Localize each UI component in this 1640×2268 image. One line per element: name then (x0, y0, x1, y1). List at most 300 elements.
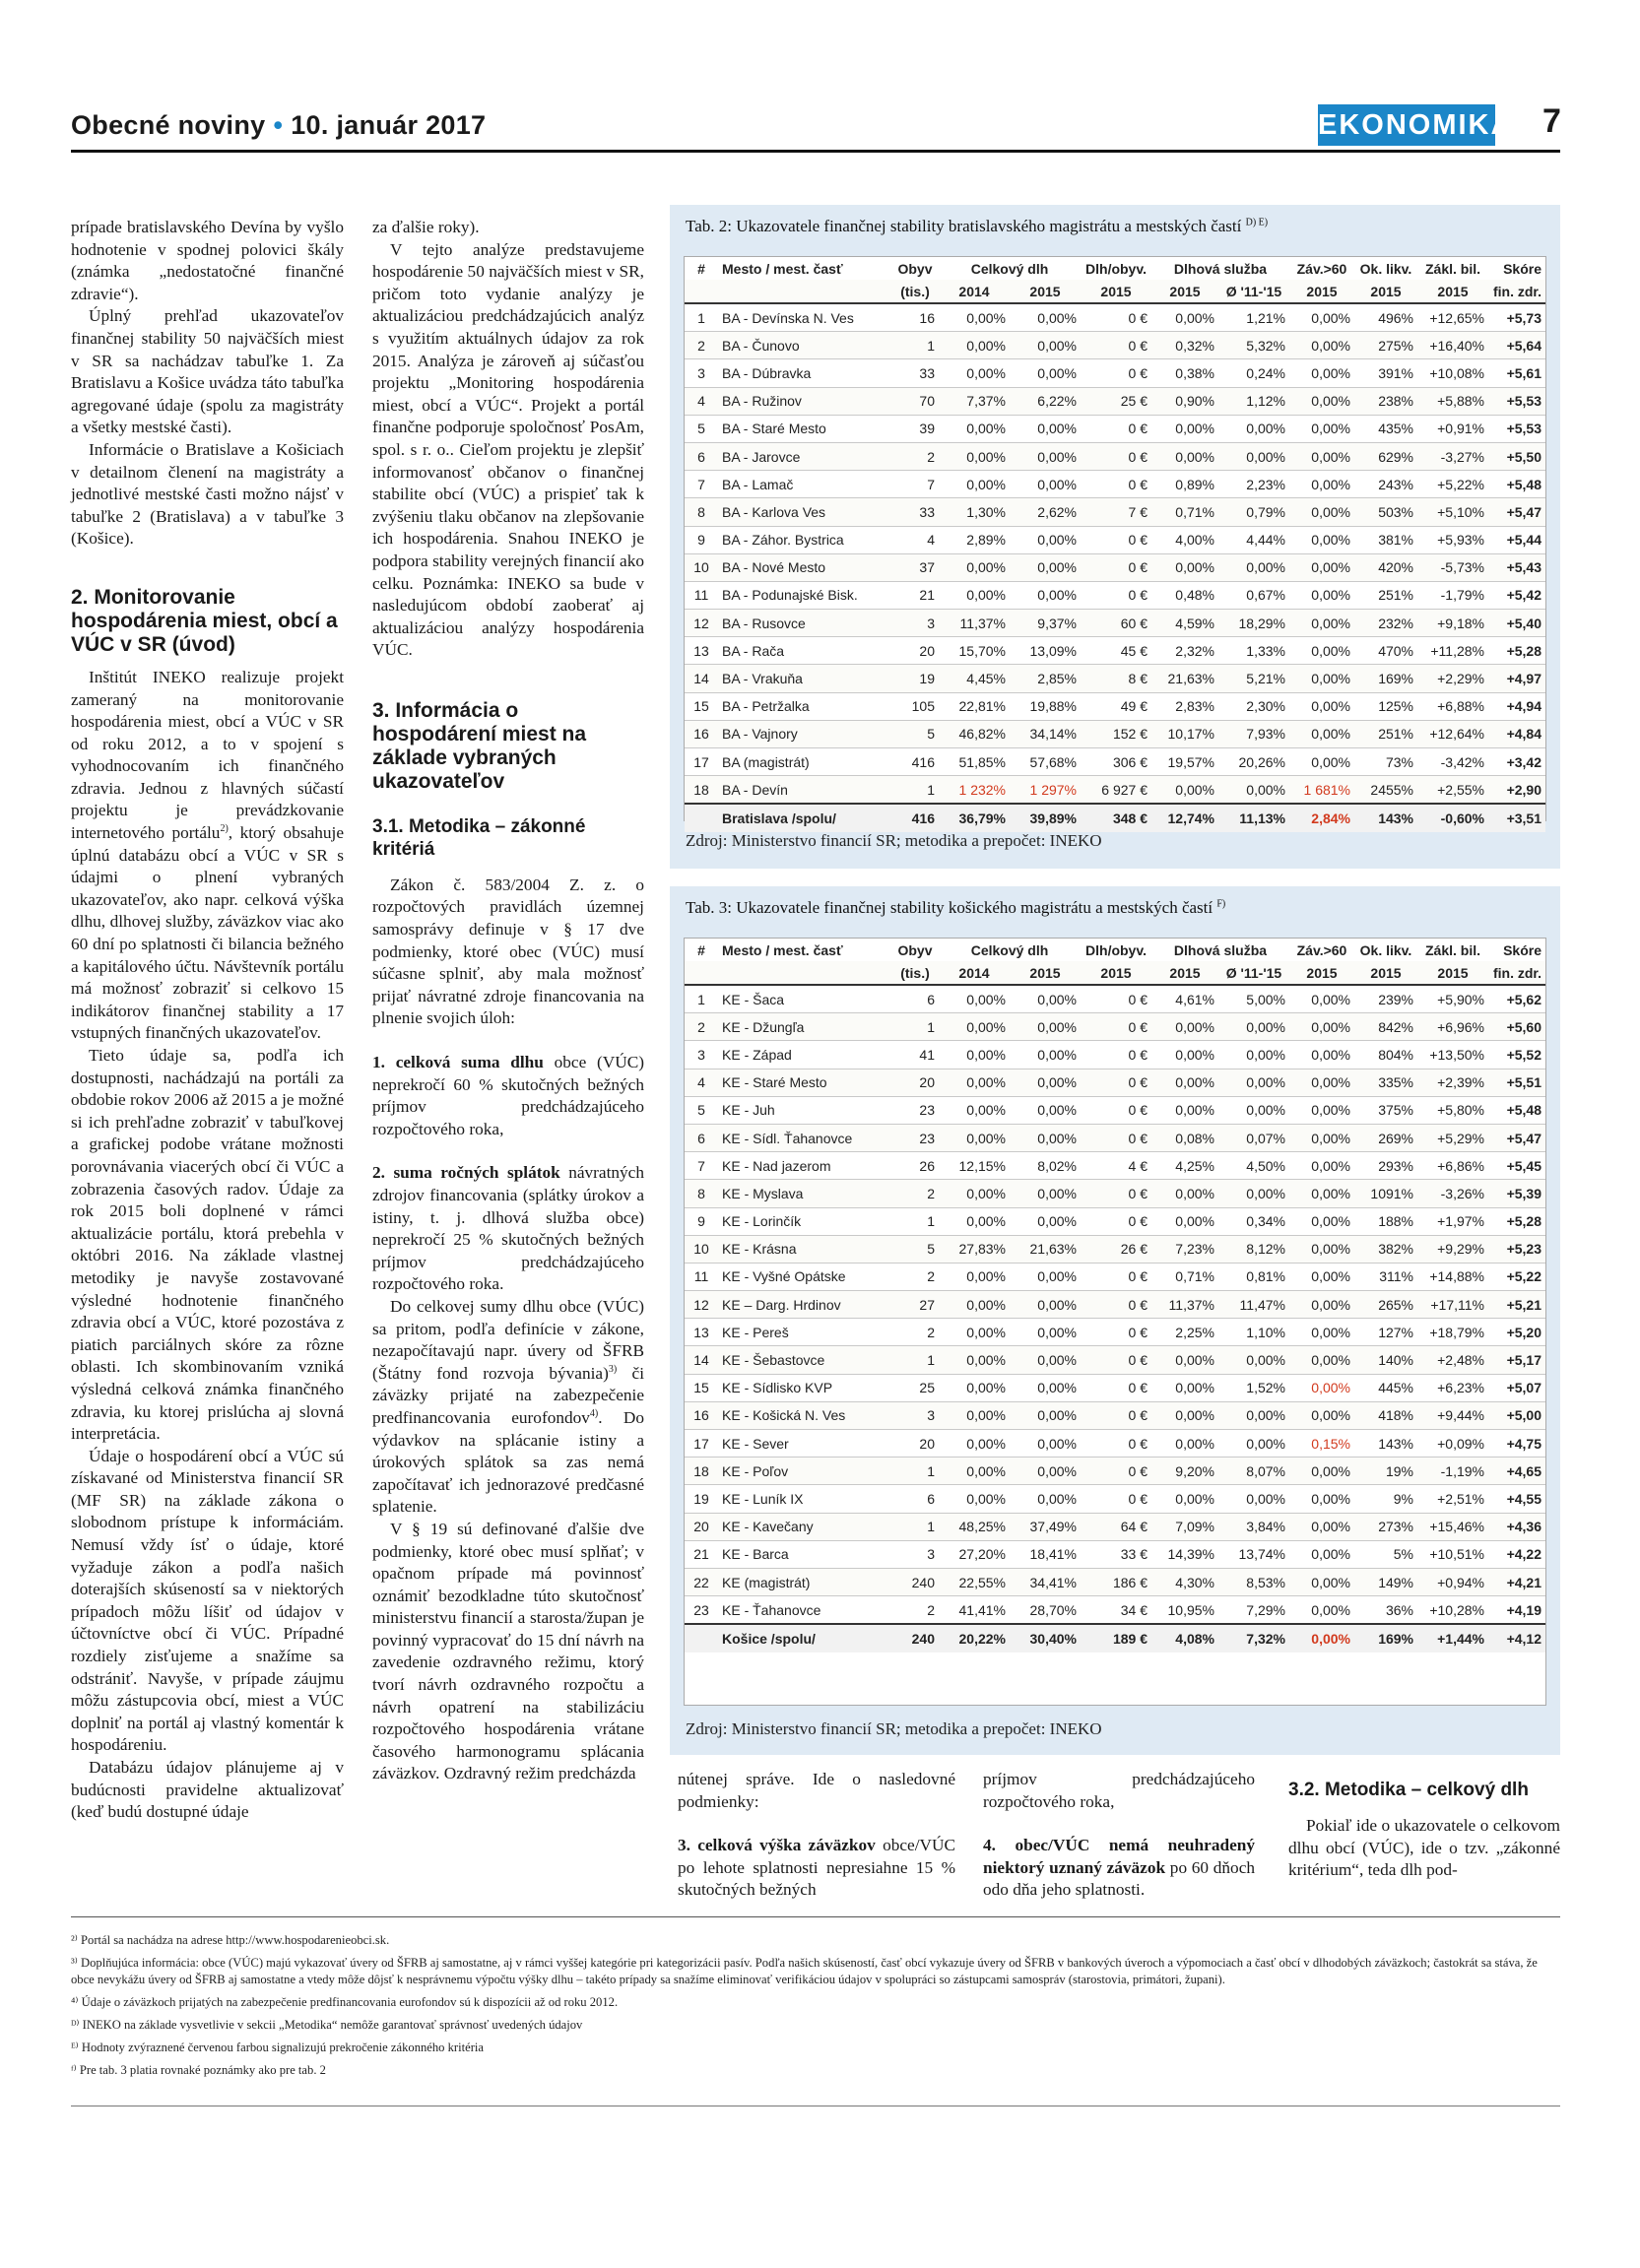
table-cell: 7 (891, 471, 939, 498)
table-cell: 273% (1354, 1513, 1417, 1540)
table-row (685, 1485, 1545, 1513)
table-cell: +10,28% (1417, 1596, 1488, 1625)
col-head: # (697, 260, 705, 277)
row-label: BA - Devín (718, 776, 891, 805)
table-cell: 28,70% (1010, 1596, 1081, 1625)
table-row (685, 387, 1545, 415)
table-cell: 0,00% (1010, 1458, 1081, 1485)
table-cell: -5,73% (1417, 553, 1488, 581)
table-cell: 0,00% (1218, 776, 1289, 805)
table-cell: 0 € (1081, 581, 1151, 609)
table-cell: 503% (1354, 498, 1417, 526)
table-cell: 1 (685, 985, 718, 1013)
row-label: BA - Rača (718, 637, 891, 665)
table-cell: +5,21 (1488, 1291, 1545, 1319)
footnote: ᴱ⁾ Hodnoty zvýraznené červenou farbou signalizujú prekročenie zákonného kritéria (71, 2041, 484, 2054)
table-cell: 0 € (1081, 1207, 1151, 1235)
table-cell: 0 € (1081, 332, 1151, 359)
table-cell: 0,67% (1218, 581, 1289, 609)
table-cell: 20 (891, 1069, 939, 1096)
col-head: 2015 (1417, 280, 1488, 303)
table-cell: 0,00% (1289, 1513, 1354, 1540)
table-cell: 275% (1354, 332, 1417, 359)
table-row (685, 1374, 1545, 1401)
paragraph-text: či záväzky prijaté na zabezpečenie predfinancovania eurofondov (372, 1363, 644, 1427)
table-cell: 2,84% (1289, 804, 1354, 831)
table-cell: 23 (685, 1596, 718, 1625)
table-row (685, 442, 1545, 470)
subsection-heading-3-1: 3.1. Metodika – zákonné kritériá (372, 815, 586, 860)
table-cell: 8,07% (1218, 1458, 1289, 1485)
table-cell: 4,00% (1151, 526, 1218, 553)
table-cell: 0,32% (1151, 332, 1218, 359)
table-cell: 20,22% (939, 1624, 1010, 1652)
table-row (685, 1596, 1545, 1625)
table-3-body (685, 985, 1545, 1652)
row-label: BA (magistrát) (718, 748, 891, 776)
table-cell: 33 € (1081, 1540, 1151, 1568)
col-head: Záv.>60 (1296, 260, 1347, 277)
col-head: Skóre (1503, 941, 1542, 958)
table-cell: 11,37% (1151, 1291, 1218, 1319)
table-cell: 293% (1354, 1152, 1417, 1180)
table-cell: +5,22 (1488, 1263, 1545, 1290)
row-label: KE - Krásna (718, 1235, 891, 1263)
table-cell: 18 (685, 1458, 718, 1485)
table-cell: 0,00% (939, 1069, 1010, 1096)
table-cell: 0,71% (1151, 1263, 1218, 1290)
table-cell: 15,70% (939, 637, 1010, 665)
table-cell: 496% (1354, 303, 1417, 332)
table-head-row (685, 939, 1545, 961)
table-cell: +6,23% (1417, 1374, 1488, 1401)
table-cell: 0,00% (1289, 415, 1354, 442)
table-cell: +5,88% (1417, 387, 1488, 415)
row-label: BA - Vrakuňa (718, 665, 891, 692)
table-cell: 0,00% (1151, 1041, 1218, 1069)
table-cell: 0,00% (1289, 1568, 1354, 1595)
paragraph-text: Inštitút INEKO realizuje projekt zameraný na monitorovanie hospodárenia miest, obcí a VÚC v SR od roku 2012, a to v spojení s vyhodnocovaním ich finančného zdravia. Jednou z hlavných súčastí projektu je prevádzkovanie internetového portálu (71, 667, 344, 843)
table-cell: 5 (685, 415, 718, 442)
footnote: ᶠ⁾ Pre tab. 3 platia rovnaké poznámky ako pre tab. 2 (71, 2063, 326, 2077)
col-head: 2014 (939, 280, 1010, 303)
table-cell: 11,37% (939, 610, 1010, 637)
table-cell: +5,53 (1488, 387, 1545, 415)
section-heading-3: 3. Informácia o hospodárení miest na základe vybraných ukazovateľov (372, 698, 587, 793)
table-cell: 0,00% (1289, 692, 1354, 720)
table-cell: 20,26% (1218, 748, 1289, 776)
col-head: Záv.>60 (1296, 941, 1347, 958)
table-cell: 188% (1354, 1207, 1417, 1235)
criterion-label: 3. celková výška záväzkov (678, 1836, 876, 1855)
table-cell: +17,11% (1417, 1291, 1488, 1319)
table-cell: 0 € (1081, 1374, 1151, 1401)
table-cell: 30,40% (1010, 1624, 1081, 1652)
row-label: KE (magistrát) (718, 1568, 891, 1595)
table-cell: +0,91% (1417, 415, 1488, 442)
table-cell: 26 (891, 1152, 939, 1180)
table-cell: 6 (685, 442, 718, 470)
table-cell: 4 (891, 526, 939, 553)
row-label: KE - Juh (718, 1096, 891, 1124)
table-cell: 73% (1354, 748, 1417, 776)
table-cell: 804% (1354, 1041, 1417, 1069)
table-cell: 0 € (1081, 1291, 1151, 1319)
table-cell: -0,60% (1417, 804, 1488, 831)
table-2-caption (686, 217, 1268, 236)
col-head: Dlhová služba (1173, 941, 1268, 958)
table-cell: +4,12 (1488, 1624, 1545, 1652)
row-label: BA - Čunovo (718, 332, 891, 359)
row-label: KE - Západ (718, 1041, 891, 1069)
table-cell: +5,10% (1417, 498, 1488, 526)
table-cell: +5,47 (1488, 498, 1545, 526)
table-cell: 140% (1354, 1346, 1417, 1374)
table-cell: 0,00% (1289, 1346, 1354, 1374)
table-cell: 2 (891, 1596, 939, 1625)
table-cell: +5,17 (1488, 1346, 1545, 1374)
paragraph (372, 1162, 644, 1296)
col-head: Skóre (1503, 260, 1542, 277)
table-cell: 0 € (1081, 303, 1151, 332)
col-head: 2015 (1354, 961, 1417, 985)
table-cell: 105 (891, 692, 939, 720)
table-cell: +5,51 (1488, 1069, 1545, 1096)
table-row (685, 748, 1545, 776)
table-cell: +5,39 (1488, 1180, 1545, 1207)
table-cell: 9% (1354, 1485, 1417, 1513)
col-head: Zákl. bil. (1424, 941, 1480, 958)
table-cell: +5,40 (1488, 610, 1545, 637)
table-row (685, 581, 1545, 609)
table-cell: 0,00% (939, 1401, 1010, 1429)
table-cell: +5,53 (1488, 415, 1545, 442)
table-2-body (685, 303, 1545, 832)
table-cell: 269% (1354, 1124, 1417, 1151)
footnotes (71, 1932, 1560, 2085)
table-cell: 3,84% (1218, 1513, 1289, 1540)
table-cell: +18,79% (1417, 1319, 1488, 1346)
paragraph (983, 1835, 1255, 1902)
row-label: BA - Nové Mesto (718, 553, 891, 581)
paragraph: prípade bratislavského Devína by vyšlo hodnotenie v spodnej polovici škály (známka „nedostatočné finančné zdravie“). (71, 218, 344, 303)
page-number: 7 (1542, 102, 1561, 140)
table-cell: 22,55% (939, 1568, 1010, 1595)
table-cell: 2 (685, 332, 718, 359)
table-cell: 0 € (1081, 471, 1151, 498)
col-head: Mesto / mest. časť (722, 941, 843, 958)
table-cell: 0,00% (939, 581, 1010, 609)
table-cell: 8 (685, 498, 718, 526)
table-cell: 0,71% (1151, 498, 1218, 526)
table-row (685, 471, 1545, 498)
table-cell: 0,00% (1218, 1346, 1289, 1374)
table-cell: 7,29% (1218, 1596, 1289, 1625)
col-head: 2015 (1289, 280, 1354, 303)
table-cell: 11 (685, 1263, 718, 1290)
row-label: KE – Darg. Hrdinov (718, 1291, 891, 1319)
table-cell: 6,22% (1010, 387, 1081, 415)
table-cell: 0,79% (1218, 498, 1289, 526)
table-cell: 8,53% (1218, 1568, 1289, 1595)
table-cell: 1 (891, 1207, 939, 1235)
table-cell: 391% (1354, 359, 1417, 387)
footnote: ³⁾ Doplňujúca informácia: obce (VÚC) majú vykazovať úvery od ŠFRB aj samostatne, aj v rámci vyššej kategórie pri kategorizácii pasív. Podľa našich skúseností, časť obcí vykazuje úvery od ŠFRB v bankových úveroch a výpomociach a časť obcí v dlhodobých záväzkoch; častokrát sa stáva, že obce nevykážu úvery od ŠFRB aj samostatne a vtedy môže dôjsť k nesprávnemu výpočtu výšky dlhu – takéto prípady sa snažíme eliminovať verifikáciou údajov v spolupráci so zástupcami samospráv (starostovia, primátori, župani). (71, 1956, 1538, 1986)
table-cell: 1,12% (1218, 387, 1289, 415)
table-cell: 0,00% (1010, 1096, 1081, 1124)
table-cell: 416 (891, 748, 939, 776)
table-cell: 0,89% (1151, 471, 1218, 498)
table-cell: 0,00% (939, 415, 1010, 442)
table-cell: 4,30% (1151, 1568, 1218, 1595)
table-cell: +2,51% (1417, 1485, 1488, 1513)
table-cell: 33 (891, 498, 939, 526)
table-cell: 3 (685, 1041, 718, 1069)
col-head: Ok. likv. (1359, 260, 1412, 277)
row-label: KE - Sídl. Ťahanovce (718, 1124, 891, 1151)
col-head: Obyv (897, 260, 933, 277)
table-cell: 0,00% (1289, 1207, 1354, 1235)
table-cell: +1,44% (1417, 1624, 1488, 1652)
table-cell: 629% (1354, 442, 1417, 470)
table-cell: 5,21% (1218, 665, 1289, 692)
table-cell: 57,68% (1010, 748, 1081, 776)
table-cell: 23 (891, 1096, 939, 1124)
table-cell: 27,20% (939, 1540, 1010, 1568)
table-cell: +5,52 (1488, 1041, 1545, 1069)
table-cell: 0,00% (939, 1374, 1010, 1401)
table-cell: 51,85% (939, 748, 1010, 776)
col-head: 2015 (1151, 280, 1218, 303)
row-label: KE - Luník IX (718, 1485, 891, 1513)
table-cell: 0,00% (1010, 581, 1081, 609)
table-3-caption (686, 898, 1225, 918)
table-cell: +5,47 (1488, 1124, 1545, 1151)
table-cell: 0,00% (1010, 1485, 1081, 1513)
col-head (685, 280, 718, 303)
table-cell: 22,81% (939, 692, 1010, 720)
text-column-2 (372, 217, 644, 1785)
table-cell: 381% (1354, 526, 1417, 553)
table-cell: 12 (685, 610, 718, 637)
table-cell: 0,00% (1151, 1013, 1218, 1041)
table-row (685, 1069, 1545, 1096)
row-label: KE - Pereš (718, 1319, 891, 1346)
table-cell: 0,00% (1151, 1180, 1218, 1207)
row-label: KE - Poľov (718, 1458, 891, 1485)
table-cell: 0,00% (1289, 1096, 1354, 1124)
col-head: Zákl. bil. (1424, 260, 1480, 277)
table-cell: +4,19 (1488, 1596, 1545, 1625)
table-cell: 0,00% (1289, 553, 1354, 581)
table-cell: 143% (1354, 804, 1417, 831)
criterion-label: 4. obec/VÚC nemá neuhradený niektorý uznaný záväzok (983, 1836, 1255, 1877)
table-cell: 70 (891, 387, 939, 415)
table-cell: 0,00% (1151, 1401, 1218, 1429)
table-row (685, 1152, 1545, 1180)
table-cell: 2455% (1354, 776, 1417, 805)
table-cell: 5 (891, 720, 939, 747)
table-cell: 0,00% (1010, 1013, 1081, 1041)
table-cell: +10,08% (1417, 359, 1488, 387)
table-cell: +4,84 (1488, 720, 1545, 747)
table-head-row (685, 280, 1545, 303)
table-cell: +13,50% (1417, 1041, 1488, 1069)
table-cell: 4,61% (1151, 985, 1218, 1013)
table-cell: 46,82% (939, 720, 1010, 747)
footnote-rule (71, 1916, 1560, 1917)
table-cell: 2,62% (1010, 498, 1081, 526)
paragraph: Tieto údaje sa, podľa ich dostupnosti, nachádzajú na portáli za obdobie rokov 2006 až 2015 a je možné si ich prehľadne zobraziť v tabuľkovej a grafickej podobe vrátane možnosti porovnávania viacerých obcí či VÚC a zobrazenia časových radov. Údaje za rok 2015 boli doplnené v rámci aktualizácie portálu, ktorá prebehla v októbri 2016. Na základe vlastnej metodiky je navyše zostavované výsledné hodnotenie finančného zdravia obcí a VÚC, ktoré pozostáva z piatich parciálnych skóre za rôzne oblasti. Ich skombinovaním vzniká výsledná celková známka finančného zdravia, ku ktorej prislúcha aj slovná interpretácia. (71, 1046, 344, 1444)
table-cell: 3 (685, 359, 718, 387)
table-cell: 0 € (1081, 1013, 1151, 1041)
table-cell: 239% (1354, 985, 1417, 1013)
table-cell: 445% (1354, 1374, 1417, 1401)
caption-text: Tab. 2: Ukazovatele finančnej stability bratislavského magistrátu a mestských častí (686, 217, 1242, 235)
table-cell: 0,24% (1218, 359, 1289, 387)
row-label: KE - Vyšné Opátske (718, 1263, 891, 1290)
row-label: BA - Podunajské Bisk. (718, 581, 891, 609)
row-label: BA - Lamač (718, 471, 891, 498)
table-cell: 25 € (1081, 387, 1151, 415)
table-cell: 0,00% (1289, 1180, 1354, 1207)
header-separator: • (273, 110, 284, 140)
table-cell: 0,38% (1151, 359, 1218, 387)
table-cell: 4 € (1081, 1152, 1151, 1180)
table-cell: 0,00% (1010, 526, 1081, 553)
table-cell: 0,00% (1151, 1207, 1218, 1235)
row-label: KE - Myslava (718, 1180, 891, 1207)
table-cell: +5,28 (1488, 1207, 1545, 1235)
table-cell: 1 (891, 1013, 939, 1041)
table-cell: 169% (1354, 665, 1417, 692)
paragraph (372, 1052, 644, 1140)
table-cell: 0,00% (1151, 442, 1218, 470)
table-cell: 7,37% (939, 387, 1010, 415)
table-cell: 19,57% (1151, 748, 1218, 776)
row-label: KE - Šebastovce (718, 1346, 891, 1374)
table-cell: +4,21 (1488, 1568, 1545, 1595)
table-head-row (685, 961, 1545, 985)
row-label: KE - Košická N. Ves (718, 1401, 891, 1429)
table-cell: 0,00% (1151, 1485, 1218, 1513)
row-label: BA - Karlova Ves (718, 498, 891, 526)
table-row (685, 637, 1545, 665)
table-cell: 20 (685, 1513, 718, 1540)
table-cell: 1 (891, 1458, 939, 1485)
table-cell: 0,00% (939, 1319, 1010, 1346)
table-cell: +6,96% (1417, 1013, 1488, 1041)
table-cell: 0,00% (939, 1124, 1010, 1151)
table-cell: -1,19% (1417, 1458, 1488, 1485)
table-cell: 0,00% (939, 1346, 1010, 1374)
table-cell: 0,00% (1289, 332, 1354, 359)
row-label: BA - Jarovce (718, 442, 891, 470)
table-cell: 0,90% (1151, 387, 1218, 415)
table-cell: 251% (1354, 581, 1417, 609)
table-cell: 0,00% (1218, 1485, 1289, 1513)
table-cell: +4,75 (1488, 1430, 1545, 1458)
table-cell: 17 (685, 748, 718, 776)
table-cell: 5 (891, 1235, 939, 1263)
table-cell: 18,41% (1010, 1540, 1081, 1568)
table-cell: 7,23% (1151, 1235, 1218, 1263)
table-cell: 420% (1354, 553, 1417, 581)
footnote-ref: 3) (608, 1363, 618, 1375)
table-cell: 149% (1354, 1568, 1417, 1595)
table-cell: 6 (891, 985, 939, 1013)
header-rule (71, 150, 1560, 153)
table-cell: 64 € (1081, 1513, 1151, 1540)
text-column-4 (983, 1769, 1255, 1902)
table-cell: 0,00% (1289, 1374, 1354, 1401)
table-cell: 0,00% (1289, 1458, 1354, 1485)
row-label: BA - Devínska N. Ves (718, 303, 891, 332)
table-cell: +5,50 (1488, 442, 1545, 470)
table-cell: 0,00% (1151, 776, 1218, 805)
table-cell: +9,18% (1417, 610, 1488, 637)
table-cell: 10,95% (1151, 1596, 1218, 1625)
table-cell: 2,32% (1151, 637, 1218, 665)
table-row (685, 985, 1545, 1013)
table-cell: 0,00% (939, 1180, 1010, 1207)
table-cell: 1 232% (939, 776, 1010, 805)
table-cell: 0,00% (939, 1013, 1010, 1041)
col-head: 2015 (1081, 961, 1151, 985)
table-row (685, 776, 1545, 805)
table-cell: 33 (891, 359, 939, 387)
table-row (685, 1401, 1545, 1429)
paragraph (372, 1296, 644, 1519)
table-cell: 34 € (1081, 1596, 1151, 1625)
table-cell: 37 (891, 553, 939, 581)
table-row (685, 1568, 1545, 1595)
table-cell: 11 (685, 581, 718, 609)
table-cell: +12,64% (1417, 720, 1488, 747)
paragraph: Databázu údajov plánujeme aj v budúcnosti pravidelne aktualizovať (keď budú dostupné údaje (71, 1758, 344, 1822)
table-cell: 265% (1354, 1291, 1417, 1319)
table-row (685, 1180, 1545, 1207)
table-cell: 0 € (1081, 442, 1151, 470)
table-cell: -3,42% (1417, 748, 1488, 776)
table-cell: 1 (891, 1346, 939, 1374)
table-cell: +9,29% (1417, 1235, 1488, 1263)
table-cell: 0,00% (1218, 553, 1289, 581)
table-cell: +16,40% (1417, 332, 1488, 359)
table-cell: -3,27% (1417, 442, 1488, 470)
table-cell: 14 (685, 665, 718, 692)
table-cell: +12,65% (1417, 303, 1488, 332)
paragraph-text: obce (VÚC) neprekročí 60 % skutočných bežných príjmov predchádzajúceho rozpočtového roka, (372, 1053, 644, 1138)
row-label: KE - Sever (718, 1430, 891, 1458)
table-cell: 1,21% (1218, 303, 1289, 332)
table-cell: 48,25% (939, 1513, 1010, 1540)
table-cell: 1 681% (1289, 776, 1354, 805)
table-row (685, 1513, 1545, 1540)
table-cell: 0,00% (1151, 1096, 1218, 1124)
table-cell: +5,64 (1488, 332, 1545, 359)
table-cell: 19 (685, 1485, 718, 1513)
table-cell (685, 1624, 718, 1652)
table-row (685, 415, 1545, 442)
paragraph (71, 667, 344, 1045)
table-cell: +2,39% (1417, 1069, 1488, 1096)
table-cell: 60 € (1081, 610, 1151, 637)
table-cell: +3,42 (1488, 748, 1545, 776)
col-head: Mesto / mest. časť (722, 260, 843, 277)
table-cell: 0,00% (1289, 1013, 1354, 1041)
table-cell: 25 (891, 1374, 939, 1401)
